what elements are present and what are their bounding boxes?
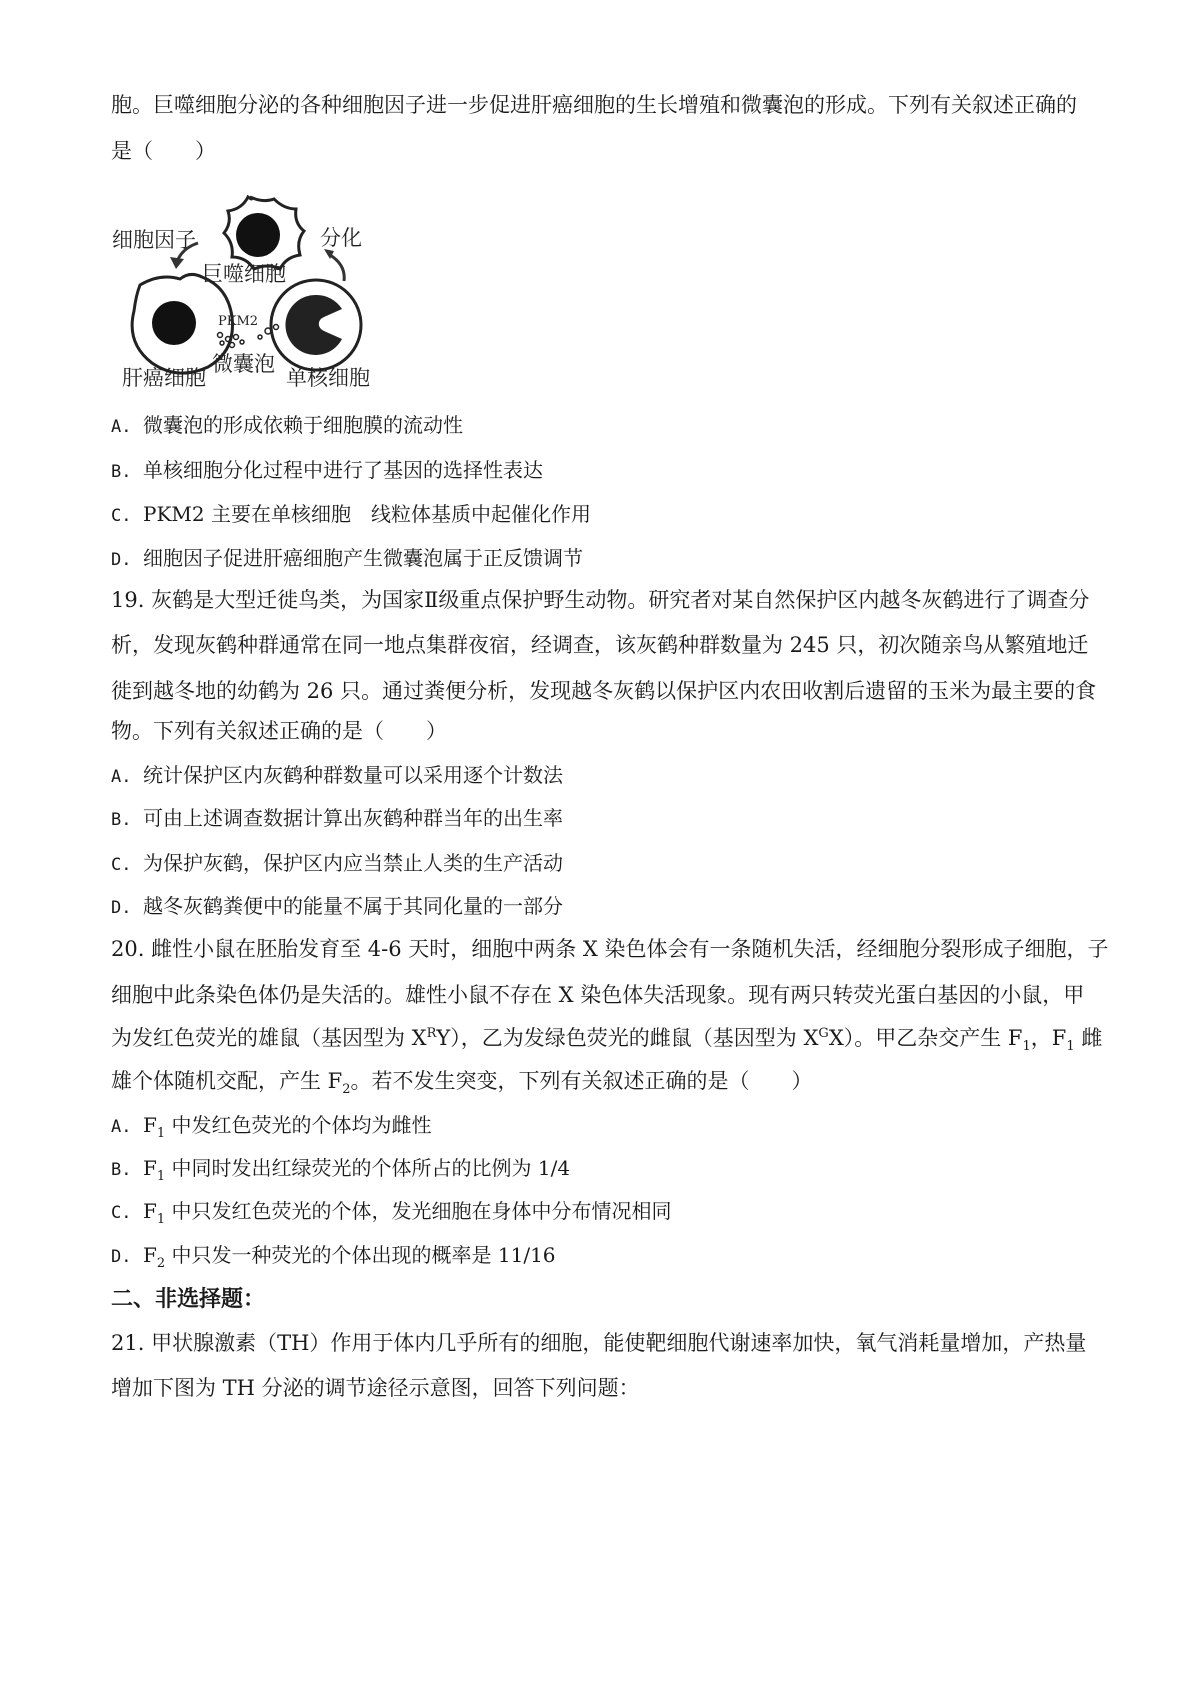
q21-line1: 21. 甲状腺激素（TH）作用于体内几乎所有的细胞，能使靶细胞代谢速率加快，氧气消耗量增加，产热量 <box>111 1331 1087 1355</box>
label-monocyte: 单核细胞 <box>286 366 370 390</box>
q18-option-a[interactable]: A. 微囊泡的形成依赖于细胞膜的流动性 <box>111 413 463 437</box>
macrophage-cell <box>224 197 304 269</box>
q20-line4: 雄个体随机交配，产生 $F_2$。若不发生突变，下列有关叙述正确的是（ ） <box>111 1069 813 1098</box>
label-hcc: 肝癌细胞 <box>122 366 206 390</box>
q19-line2: 析，发现灰鹤种群通常在同一地点集群夜宿，经调查，该灰鹤种群数量为 245 只，初次随亲鸟从繁殖地迁 <box>111 633 1089 657</box>
q19-line4: 物。下列有关叙述正确的是（ ） <box>111 719 447 743</box>
cell-diagram <box>110 195 410 430</box>
q20-option-c[interactable]: C. $F_1$ 中只发红色荧光的个体，发光细胞在身体中分布情况相同 <box>111 1199 672 1227</box>
differentiate-arrow-icon <box>330 255 344 281</box>
q18-stem-line1: 胞。巨噬细胞分泌的各种细胞因子进一步促进肝癌细胞的生长增殖和微囊泡的形成。下列有关叙述正确的 <box>111 93 1077 117</box>
label-macrophage: 巨噬细胞 <box>202 262 286 286</box>
q20-line1: 20. 雌性小鼠在胚胎发育至 4-6 天时，细胞中两条 X 染色体会有一条随机失活，经细胞分裂形成子细胞，子 <box>111 937 1109 961</box>
q18-stem-line2: 是（ ） <box>111 139 216 163</box>
monocyte-cell <box>271 280 361 370</box>
q20-line2: 细胞中此条染色体仍是失活的。雄性小鼠不存在 X 染色体失活现象。现有两只转荧光蛋白基因的小鼠，甲 <box>111 983 1085 1007</box>
q19-option-c[interactable]: C. 为保护灰鹤，保护区内应当禁止人类的生产活动 <box>111 851 563 875</box>
q18-option-b[interactable]: B. 单核细胞分化过程中进行了基因的选择性表达 <box>111 458 543 482</box>
q20-option-b[interactable]: B. $F_1$ 中同时发出红绿荧光的个体所占的比例为 1/4 <box>111 1156 571 1184</box>
section-heading: 二、非选择题： <box>111 1287 266 1312</box>
label-vesicle: 微囊泡 <box>212 352 275 376</box>
q20-line3: 为发红色荧光的雄鼠（基因型为 $X^RY$），乙为发绿色荧光的雌鼠（基因型为 $X^GX$）。甲乙杂交产生 $F_1$，$F_1$ 雌 <box>111 1026 1103 1055</box>
q19-line1: 19. 灰鹤是大型迁徙鸟类，为国家Ⅱ级重点保护野生动物。研究者对某自然保护区内越冬灰鹤进行了调查分 <box>111 588 1090 612</box>
label-pkm2: PKM2 <box>218 314 259 329</box>
q18-option-d[interactable]: D. 细胞因子促进肝癌细胞产生微囊泡属于正反馈调节 <box>111 546 583 570</box>
q20-option-a[interactable]: A. $F_1$ 中发红色荧光的个体均为雌性 <box>111 1113 432 1141</box>
label-differentiate: 分化 <box>320 226 362 250</box>
label-cytokine: 细胞因子 <box>112 228 196 252</box>
q19-option-a[interactable]: A. 统计保护区内灰鹤种群数量可以采用逐个计数法 <box>111 763 563 787</box>
q19-option-d[interactable]: D. 越冬灰鹤粪便中的能量不属于其同化量的一部分 <box>111 894 563 918</box>
q19-option-b[interactable]: B. 可由上述调查数据计算出灰鹤种群当年的出生率 <box>111 806 563 830</box>
q19-line3: 徙到越冬地的幼鹤为 26 只。通过粪便分析，发现越冬灰鹤以保护区内农田收割后遗留的玉米为最主要的食 <box>111 679 1097 703</box>
q18-option-c[interactable]: C. PKM2 主要在单核细胞 线粒体基质中起催化作用 <box>111 502 591 526</box>
q20-option-d[interactable]: D. $F_2$ 中只发一种荧光的个体出现的概率是 11/16 <box>111 1243 556 1271</box>
q21-line2: 增加下图为 TH 分泌的调节途径示意图，回答下列问题： <box>111 1376 640 1400</box>
